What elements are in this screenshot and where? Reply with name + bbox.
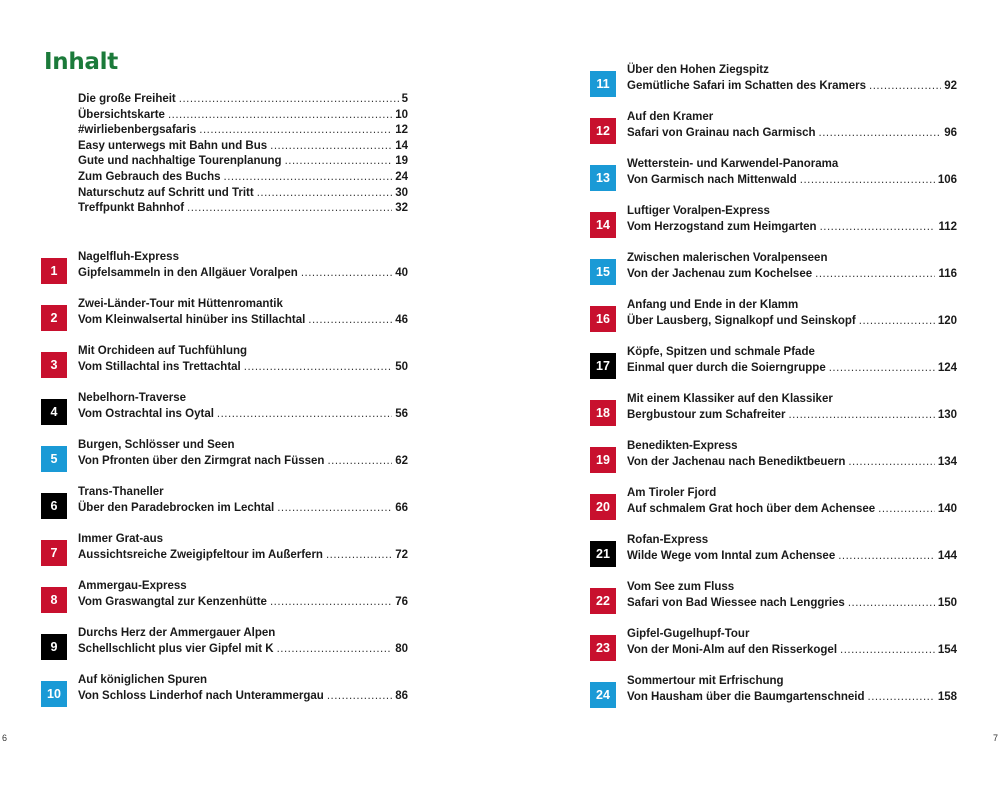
intro-entry[interactable]	[78, 139, 408, 155]
tour-subtitle: Von Hausham über die Baumgartenschneid	[627, 690, 865, 703]
tour-entry[interactable]	[41, 250, 408, 290]
leader-dots	[168, 108, 392, 124]
leader-dots	[270, 595, 392, 611]
tour-entry[interactable]	[41, 297, 408, 337]
tour-entry[interactable]	[590, 345, 957, 385]
tour-page: 116	[938, 267, 957, 280]
tour-page: 86	[395, 689, 408, 702]
leader-dots	[224, 170, 393, 186]
tour-subtitle: Von Garmisch nach Mittenwald	[627, 173, 797, 186]
tour-subtitle: Gipfelsammeln in den Allgäuer Voralpen	[78, 266, 298, 279]
tour-page: 46	[395, 313, 408, 326]
tour-subtitle: Aussichtsreiche Zweigipfeltour im Außerfern	[78, 548, 323, 561]
tour-number-badge: 7	[41, 540, 67, 566]
intro-entry[interactable]	[78, 170, 408, 186]
tour-title: Luftiger Voralpen-Express	[627, 205, 770, 217]
tour-title: Immer Grat-aus	[78, 533, 164, 545]
tour-subtitle: Von Schloss Linderhof nach Unterammergau	[78, 689, 324, 702]
tour-title: Zwei-Länder-Tour mit Hüttenromantik	[78, 298, 283, 310]
tour-number-badge: 8	[41, 587, 67, 613]
tour-page: 72	[395, 548, 408, 561]
tour-subtitle: Schellschlicht plus vier Gipfel mit K	[78, 642, 274, 655]
toc-heading: Inhalt	[44, 49, 118, 75]
tour-number-badge: 13	[590, 165, 616, 191]
intro-entry[interactable]	[78, 92, 408, 108]
tour-page: 92	[944, 79, 957, 92]
tour-number-badge: 15	[590, 259, 616, 285]
tour-page: 140	[937, 502, 957, 515]
tour-entry[interactable]	[590, 439, 957, 479]
tour-entry[interactable]	[41, 532, 408, 572]
tour-number-badge: 14	[590, 212, 616, 238]
tour-number-badge: 24	[590, 682, 616, 708]
entry-page: 24	[395, 170, 408, 183]
tour-title: Am Tiroler Fjord	[627, 487, 717, 499]
tour-number-badge: 20	[590, 494, 616, 520]
tour-number-badge: 3	[41, 352, 67, 378]
tour-title: Mit einem Klassiker auf den Klassiker	[627, 393, 833, 405]
tour-number-badge: 9	[41, 634, 67, 660]
tour-entry[interactable]	[590, 204, 957, 244]
tour-number-badge: 18	[590, 400, 616, 426]
tour-subtitle: Von der Jachenau zum Kochelsee	[627, 267, 813, 280]
entry-page: 5	[401, 93, 408, 105]
tour-subtitle: Vom Stillachtal ins Trettachtal	[78, 360, 241, 373]
tour-subtitle: Wilde Wege vom Inntal zum Achensee	[627, 549, 836, 562]
tour-title: Köpfe, Spitzen und schmale Pfade	[627, 346, 815, 358]
entry-title: #wirliebenbergsafaris	[78, 124, 197, 137]
tour-entry[interactable]	[590, 63, 957, 103]
leader-dots	[270, 139, 392, 155]
tour-page: 130	[937, 408, 957, 421]
tour-subtitle: Vom Kleinwalsertal hinüber ins Stillachtal	[78, 313, 306, 326]
tour-title: Nebelhorn-Traverse	[78, 392, 187, 404]
entry-page: 10	[395, 108, 408, 121]
tour-page: 40	[395, 266, 408, 279]
leader-dots	[327, 454, 392, 470]
tour-title: Benedikten-Express	[627, 440, 738, 452]
tour-subtitle: Vom Graswangtal zur Kenzenhütte	[78, 595, 267, 608]
entry-title: Treffpunkt Bahnhof	[78, 202, 185, 215]
tour-entry[interactable]	[41, 485, 408, 525]
leader-dots	[815, 267, 935, 283]
leader-dots	[868, 690, 935, 706]
tour-page: 56	[395, 407, 408, 420]
tour-entry[interactable]	[41, 438, 408, 478]
tour-title: Auf den Kramer	[627, 111, 714, 123]
leader-dots	[179, 92, 399, 108]
tour-entry[interactable]	[590, 392, 957, 432]
tour-entry[interactable]	[590, 110, 957, 150]
entry-page: 14	[395, 139, 408, 152]
page-number-right: 7	[992, 733, 998, 743]
tour-page: 154	[937, 643, 957, 656]
tour-number-badge: 1	[41, 258, 67, 284]
leader-dots	[217, 407, 392, 423]
tour-page: 76	[395, 595, 408, 608]
tour-title: Trans-Thaneller	[78, 486, 164, 498]
tour-subtitle: Von der Moni-Alm auf den Risserkogel	[627, 643, 838, 656]
tour-page: 134	[937, 455, 957, 468]
tour-title: Anfang und Ende in der Klamm	[627, 299, 799, 311]
intro-entry[interactable]	[78, 154, 408, 170]
tour-number-badge: 11	[590, 71, 616, 97]
tour-title: Rofan-Express	[627, 534, 709, 546]
page-number-left: 6	[2, 733, 8, 743]
leader-dots	[869, 79, 941, 95]
tour-number-badge: 16	[590, 306, 616, 332]
entry-title: Die große Freiheit	[78, 93, 176, 105]
leader-dots	[327, 689, 392, 705]
leader-dots	[800, 173, 935, 189]
tour-title: Burgen, Schlösser und Seen	[78, 439, 235, 451]
tour-page: 80	[395, 642, 408, 655]
entry-page: 12	[395, 124, 408, 137]
tour-entry[interactable]	[590, 580, 957, 620]
leader-dots	[820, 220, 936, 236]
leader-dots	[838, 549, 935, 565]
intro-entry[interactable]	[78, 186, 408, 202]
intro-list	[78, 92, 408, 217]
tour-number-badge: 5	[41, 446, 67, 472]
tour-page: 62	[395, 454, 408, 467]
leader-dots	[878, 502, 935, 518]
leader-dots	[285, 154, 393, 170]
tour-entry[interactable]	[41, 391, 408, 431]
leader-dots	[187, 201, 392, 217]
intro-entry[interactable]	[78, 201, 408, 217]
tour-title: Über den Hohen Ziegspitz	[627, 64, 769, 76]
tour-entry[interactable]	[41, 673, 408, 713]
tour-subtitle: Vom Herzogstand zum Heimgarten	[627, 220, 817, 233]
leader-dots	[848, 596, 935, 612]
tour-subtitle: Über den Paradebrocken im Lechtal	[78, 501, 275, 514]
tour-entry[interactable]	[590, 157, 957, 197]
tour-page: 150	[937, 596, 957, 609]
tour-title: Vom See zum Fluss	[627, 581, 735, 593]
tour-page: 144	[937, 549, 957, 562]
leader-dots	[848, 455, 934, 471]
entry-title: Zum Gebrauch des Buchs	[78, 170, 221, 183]
tour-subtitle: Bergbustour zum Schafreiter	[627, 408, 786, 421]
tour-entry[interactable]	[41, 579, 408, 619]
intro-entry[interactable]	[78, 108, 408, 124]
tour-number-badge: 6	[41, 493, 67, 519]
tour-number-badge: 12	[590, 118, 616, 144]
tour-title: Mit Orchideen auf Tuchfühlung	[78, 345, 248, 357]
tour-entry[interactable]	[590, 627, 957, 667]
tour-number-badge: 10	[41, 681, 67, 707]
tour-title: Ammergau-Express	[78, 580, 187, 592]
tour-title: Zwischen malerischen Voralpenseen	[627, 252, 828, 264]
tour-title: Wetterstein- und Karwendel-Panorama	[627, 158, 839, 170]
tour-subtitle: Von der Jachenau nach Benediktbeuern	[627, 455, 846, 468]
entry-title: Gute und nachhaltige Tourenplanung	[78, 155, 282, 168]
leader-dots	[257, 186, 393, 202]
tour-entry[interactable]	[590, 298, 957, 338]
tour-page: 124	[937, 361, 957, 374]
tour-entry[interactable]	[590, 486, 957, 526]
entry-title: Übersichtskarte	[78, 108, 165, 121]
tour-entry[interactable]	[590, 674, 957, 714]
entry-page: 32	[395, 202, 408, 215]
leader-dots	[326, 548, 392, 564]
tour-number-badge: 4	[41, 399, 67, 425]
tour-page: 50	[395, 360, 408, 373]
tour-number-badge: 23	[590, 635, 616, 661]
tour-page: 120	[937, 314, 957, 327]
tour-entry[interactable]	[41, 344, 408, 384]
leader-dots	[277, 501, 392, 517]
tour-title: Auf königlichen Spuren	[78, 674, 208, 686]
tour-page: 112	[938, 220, 957, 233]
tour-subtitle: Safari von Grainau nach Garmisch	[627, 126, 816, 139]
entry-page: 19	[395, 155, 408, 168]
entry-title: Easy unterwegs mit Bahn und Bus	[78, 139, 268, 152]
tour-number-badge: 2	[41, 305, 67, 331]
leader-dots	[829, 361, 935, 377]
leader-dots	[788, 408, 934, 424]
tour-title: Durchs Herz der Ammergauer Alpen	[78, 627, 276, 639]
leader-dots	[859, 314, 935, 330]
tour-number-badge: 21	[590, 541, 616, 567]
leader-dots	[840, 643, 935, 659]
tour-title: Sommertour mit Erfrischung	[627, 675, 784, 687]
tour-page: 66	[395, 501, 408, 514]
leader-dots	[301, 266, 392, 282]
tour-page: 158	[937, 690, 957, 703]
tour-number-badge: 17	[590, 353, 616, 379]
tour-subtitle: Einmal quer durch die Soierngruppe	[627, 361, 826, 374]
leader-dots	[277, 642, 393, 658]
tour-subtitle: Von Pfronten über den Zirmgrat nach Füssen	[78, 454, 325, 467]
tour-title: Gipfel-Gugelhupf-Tour	[627, 628, 750, 640]
tour-subtitle: Auf schmalem Grat hoch über dem Achensee	[627, 502, 876, 515]
tour-entry[interactable]	[590, 251, 957, 291]
entry-page: 30	[395, 186, 408, 199]
intro-entry[interactable]	[78, 123, 408, 139]
tour-title: Nagelfluh-Express	[78, 251, 179, 263]
tour-entry[interactable]	[41, 626, 408, 666]
tour-subtitle: Über Lausberg, Signalkopf und Seinskopf	[627, 314, 856, 327]
leader-dots	[199, 123, 392, 139]
leader-dots	[308, 313, 392, 329]
tour-subtitle: Gemütliche Safari im Schatten des Kramers	[627, 79, 867, 92]
tour-page: 96	[944, 126, 957, 139]
tour-subtitle: Safari von Bad Wiessee nach Lenggries	[627, 596, 845, 609]
leader-dots	[819, 126, 942, 142]
tour-number-badge: 22	[590, 588, 616, 614]
tour-page: 106	[937, 173, 957, 186]
leader-dots	[244, 360, 392, 376]
entry-title: Naturschutz auf Schritt und Tritt	[78, 186, 254, 199]
tour-number-badge: 19	[590, 447, 616, 473]
tour-entry[interactable]	[590, 533, 957, 573]
tour-subtitle: Vom Ostrachtal ins Oytal	[78, 407, 214, 420]
